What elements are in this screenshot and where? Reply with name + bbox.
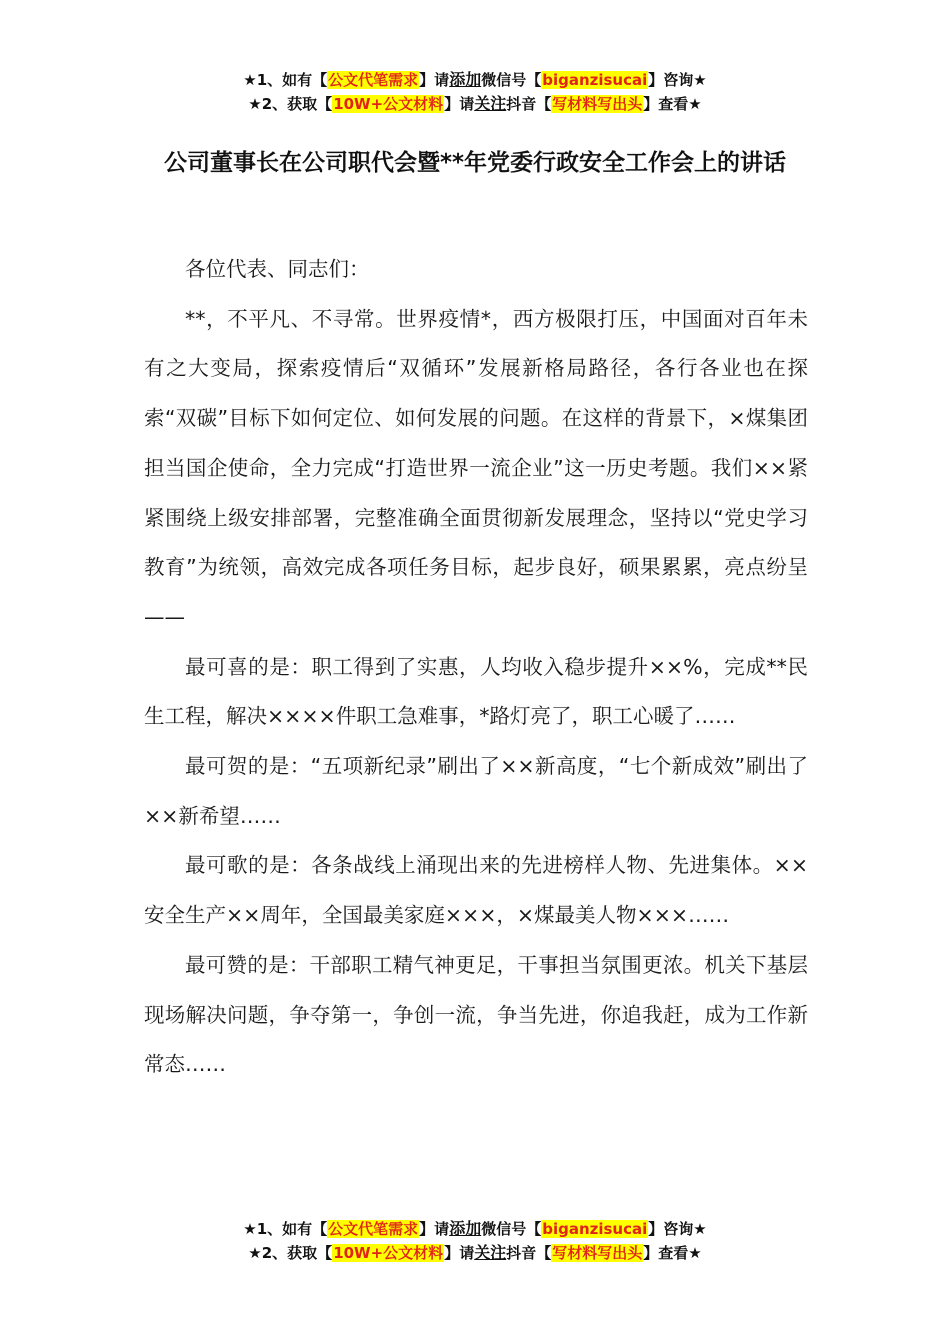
promo-banner-bottom — [0, 1217, 950, 1265]
promo-highlight: 公文代笔需求 — [328, 1220, 419, 1238]
document-title: 公司董事长在公司职代会暨**年党委行政安全工作会上的讲话 — [163, 150, 787, 176]
promo-text: 】请 — [444, 95, 475, 113]
promo-line-2 — [0, 1241, 950, 1265]
promo-underline: 关注 — [474, 1243, 507, 1262]
promo-highlight: 10W+公文材料 — [333, 95, 444, 113]
promo-line-1 — [0, 68, 950, 92]
promo-text: ★2、获取【 — [248, 95, 333, 113]
promo-text: ★1、如有【 — [243, 1220, 328, 1238]
promo-highlight: 写材料写出头 — [552, 1244, 643, 1262]
promo-text: 】请 — [419, 1220, 450, 1238]
promo-text: 】咨询★ — [648, 71, 707, 89]
promo-text: ★1、如有【 — [243, 71, 328, 89]
body-paragraph: 最可歌的是：各条战线上涌现出来的先进榜样人物、先进集体。××安全生产××周年，全国最美家庭×××，×煤最美人物×××…… — [144, 853, 808, 928]
promo-highlight: 公文代笔需求 — [328, 71, 419, 89]
salutation: 各位代表、同志们： — [185, 257, 370, 281]
promo-text: 】请 — [419, 71, 450, 89]
promo-underline: 关注 — [474, 94, 507, 113]
promo-text: ★2、获取【 — [248, 1244, 333, 1262]
promo-text: 抖音【 — [506, 1244, 552, 1262]
promo-highlight: biganzisucai — [542, 71, 648, 89]
body-paragraph: 最可贺的是：“五项新纪录”刷出了××新高度，“七个新成效”刷出了××新希望…… — [144, 754, 808, 828]
promo-line-2 — [0, 92, 950, 116]
promo-highlight: 写材料写出头 — [552, 95, 643, 113]
promo-highlight: biganzisucai — [542, 1220, 648, 1238]
promo-line-1 — [0, 1217, 950, 1241]
promo-text: 】查看★ — [643, 1244, 702, 1262]
body-paragraph: 最可赞的是：干部职工精气神更足，干事担当氛围更浓。机关下基层现场解决问题，争夺第一，争创一流，争当先进，你追我赶，成为工作新常态…… — [144, 952, 808, 1077]
promo-highlight: 10W+公文材料 — [333, 1244, 444, 1262]
body-paragraph: 最可喜的是：职工得到了实惠，人均收入稳步提升××%，完成**民生工程，解决××××件职工急难事，*路灯亮了，职工心暖了…… — [144, 654, 808, 729]
promo-underline: 添加 — [449, 70, 482, 89]
document-body — [144, 245, 808, 1090]
promo-text: 抖音【 — [506, 95, 552, 113]
promo-text: 微信号【 — [481, 1220, 542, 1238]
promo-text: 】查看★ — [643, 95, 702, 113]
promo-banner-top — [0, 68, 950, 116]
promo-underline: 添加 — [449, 1219, 482, 1238]
promo-text: 】请 — [444, 1244, 475, 1262]
body-paragraph: **，不平凡、不寻常。世界疫情*，西方极限打压，中国面对百年未有之大变局，探索疫情后“双循环”发展新格局路径，各行各业也在探索“双碳”目标下如何定位、如何发展的问题。在这样的背景下，×煤集团担当国企使命，全力完成“打造世界一流企业”这一历史考题。我们××紧紧围绕上级安排部署，完整准确全面贯彻新发展理念，坚持以“党史学习教育”为统领，高效完成各项任务目标，起步良好，硕果累累，亮点纷呈—— — [144, 306, 808, 629]
promo-text: 】咨询★ — [648, 1220, 707, 1238]
promo-text: 微信号【 — [481, 71, 542, 89]
